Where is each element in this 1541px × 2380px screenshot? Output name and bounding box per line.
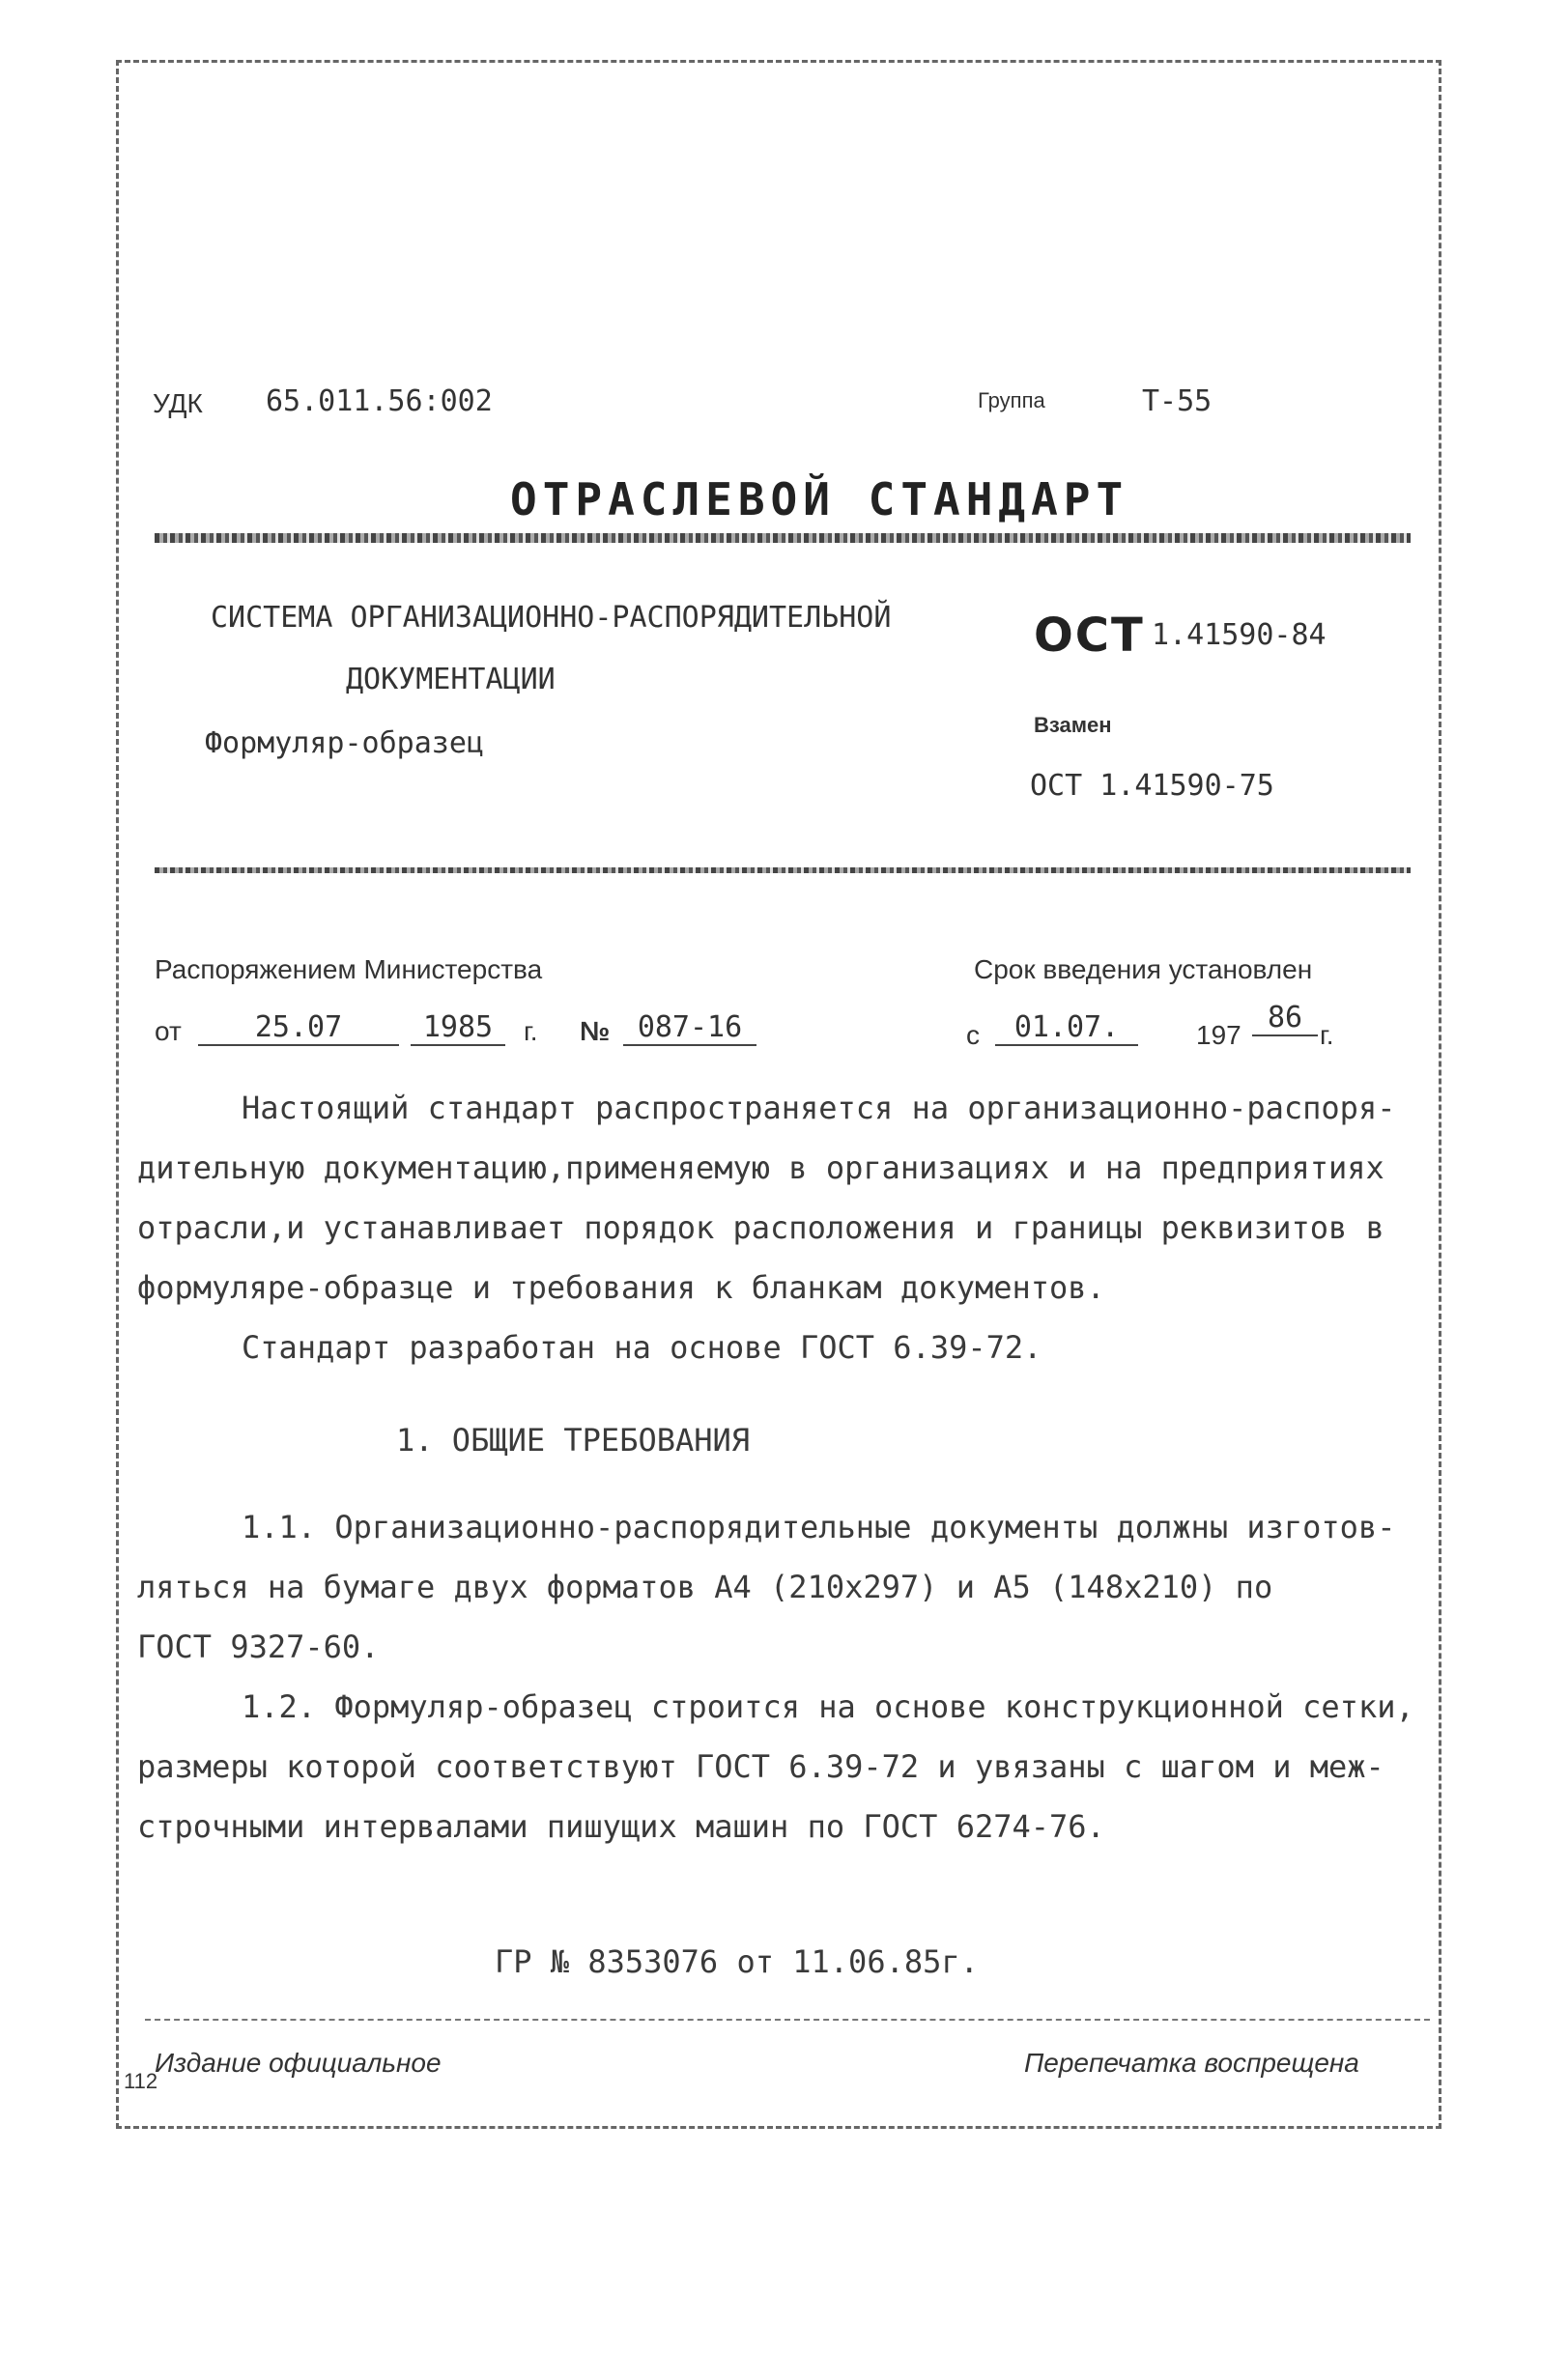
order-label: Распоряжением Министерства <box>155 954 543 984</box>
para-1-1-line-1: 1.1. Организационно-распорядительные документы должны изготов- <box>242 1509 1396 1545</box>
term-prefix: с <box>966 1020 980 1050</box>
footer-divider <box>145 2019 1430 2021</box>
ost-label: ОСТ <box>1034 609 1145 663</box>
section-title: 1. ОБЩИЕ ТРЕБОВАНИЯ <box>396 1422 751 1459</box>
udk-label: УДК <box>153 388 203 418</box>
basis-line: Стандарт разработан на основе ГОСТ 6.39-72. <box>242 1329 1042 1366</box>
title-hatch-divider <box>155 533 1411 543</box>
intro-line-2: дительную документацию,применяемую в организациях и на предприятиях <box>137 1149 1384 1186</box>
ost-number: 1.41590-84 <box>1152 618 1327 652</box>
registration-line: ГР № 8353076 от 11.06.85г. <box>495 1943 979 1980</box>
order-number: 087-16 <box>623 1010 756 1046</box>
intro-line-4: формуляре-образце и требования к бланкам документов. <box>137 1269 1105 1306</box>
para-1-1-line-2: ляться на бумаге двух форматов А4 (210х297) и А5 (148х210) по <box>137 1569 1273 1605</box>
order-number-label: № <box>580 1016 611 1046</box>
replace-label: Взамен <box>1034 713 1112 737</box>
order-from-prefix: от <box>155 1016 182 1046</box>
standard-name-line2: ДОКУМЕНТАЦИИ <box>346 663 556 696</box>
intro-line-3: отрасли,и устанавливает порядок расположения и границы реквизитов в <box>137 1209 1384 1246</box>
block-hatch-divider <box>155 867 1411 873</box>
edition-label: Издание официальное <box>155 2048 442 2078</box>
order-year-suffix: г. <box>524 1016 538 1046</box>
page-number: 112 <box>124 2069 158 2093</box>
standard-name-line1: СИСТЕМА ОРГАНИЗАЦИОННО-РАСПОРЯДИТЕЛЬНОЙ <box>211 601 892 635</box>
document-title: ОТРАСЛЕВОЙ СТАНДАРТ <box>510 473 1129 525</box>
order-year: 1985 <box>411 1010 505 1046</box>
replace-value: ОСТ 1.41590-75 <box>1030 769 1274 803</box>
order-date: 25.07 <box>198 1010 399 1046</box>
term-date: 01.07. <box>995 1010 1138 1046</box>
para-1-2-line-2: размеры которой соответствуют ГОСТ 6.39-72 и увязаны с шагом и меж- <box>137 1748 1384 1785</box>
reprint-label: Перепечатка воспрещена <box>1024 2048 1359 2078</box>
term-suffix: г. <box>1320 1020 1334 1050</box>
para-1-2-line-3: строчными интервалами пишущих машин по ГОСТ 6274-76. <box>137 1808 1105 1845</box>
para-1-1-line-3: ГОСТ 9327-60. <box>137 1629 380 1665</box>
group-label: Группа <box>978 388 1045 412</box>
standard-name-line3: Формуляр-образец <box>205 726 484 760</box>
group-value: Т-55 <box>1142 384 1213 418</box>
para-1-2-line-1: 1.2. Формуляр-образец строится на основе конструкционной сетки, <box>242 1688 1414 1725</box>
term-year-prefix: 197 <box>1196 1020 1241 1050</box>
intro-line-1: Настоящий стандарт распространяется на организационно-распоря- <box>242 1090 1396 1126</box>
term-year: 86 <box>1252 1001 1318 1036</box>
term-label: Срок введения установлен <box>974 954 1313 984</box>
udk-value: 65.011.56:002 <box>266 384 493 418</box>
